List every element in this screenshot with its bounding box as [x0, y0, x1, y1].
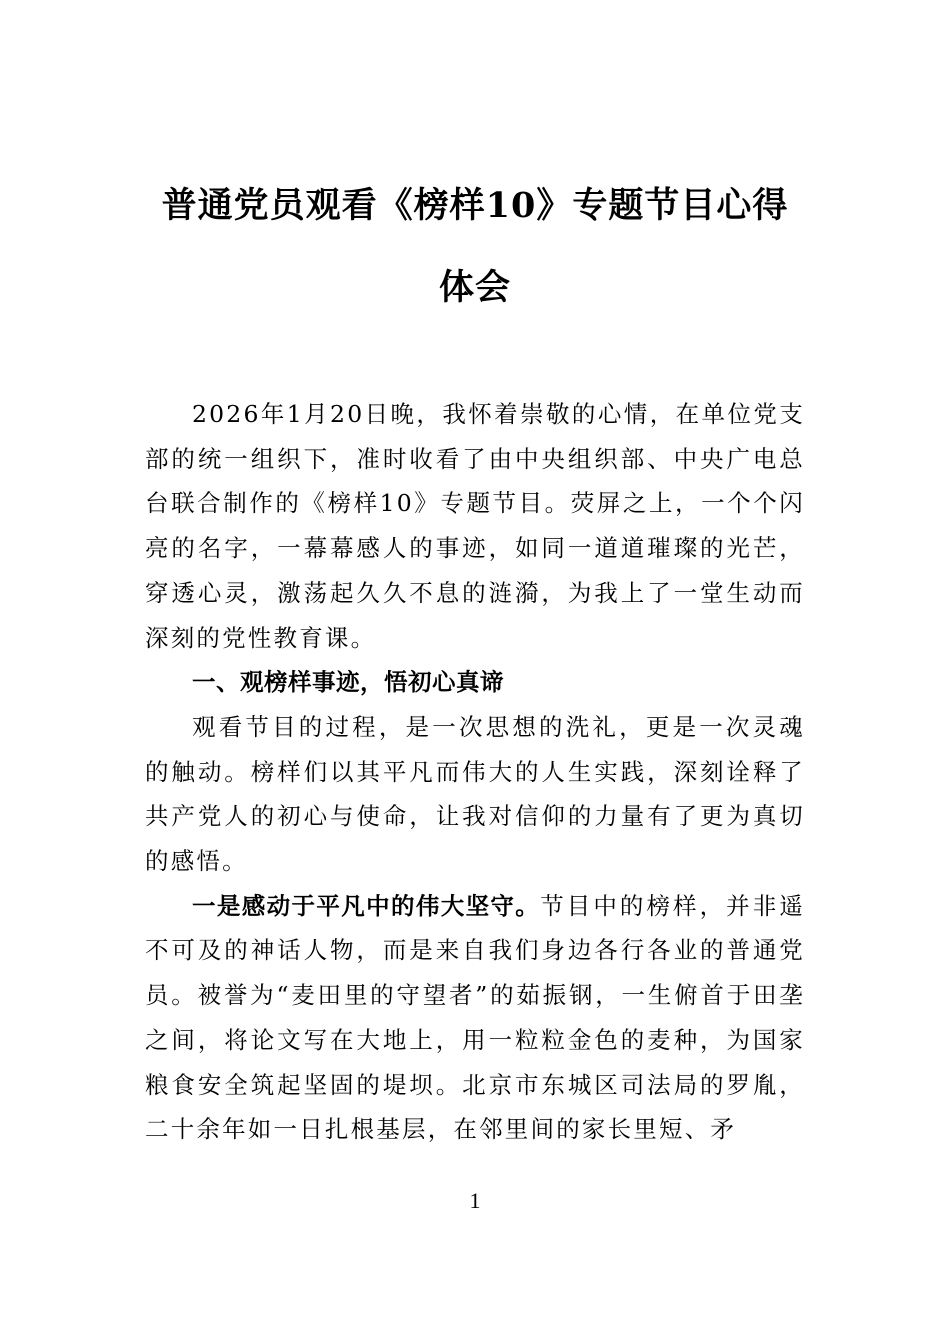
page-number: 1 [469, 1188, 481, 1213]
paragraph-point1 [145, 884, 805, 1152]
section-heading-1: 一、观榜样事迹，悟初心真谛 [192, 668, 504, 697]
document-title: 普通党员观看《榜样10》专题节目心得体会 [161, 185, 789, 308]
paragraph-section1: 观看节目的过程，是一次思想的洗礼，更是一次灵魂的触动。榜样们以其平凡而伟大的人生实践，深刻诠释了共产党人的初心与使命，让我对信仰的力量有了更为真切的感悟。 [145, 712, 805, 876]
point1-body: 节目中的榜样，并非遥不可及的神话人物，而是来自我们身边各行各业的普通党员。被誉为“麦田里的守望者”的茹振钢，一生俯首于田垄之间，将论文写在大地上，用一粒粒金色的麦种，为国家粮食安全筑起坚固的堤坝。北京市东城区司法局的罗胤，二十余年如一日扎根基层，在邻里间的家长里短、矛 [145, 891, 806, 1144]
point1-lead: 一是感动于平凡中的伟大坚守。 [192, 891, 541, 920]
document-body [145, 392, 805, 1152]
paragraph-intro: 2026年1月20日晚，我怀着崇敬的心情，在单位党支部的统一组织下，准时收看了由中央组织部、中央广电总台联合制作的《榜样10》专题节目。荧屏之上，一个个闪亮的名字，一幕幕感人的事迹，如同一道道璀璨的光芒，穿透心灵，激荡起久久不息的涟漪，为我上了一堂生动而深刻的党性教育课。 [145, 400, 805, 652]
